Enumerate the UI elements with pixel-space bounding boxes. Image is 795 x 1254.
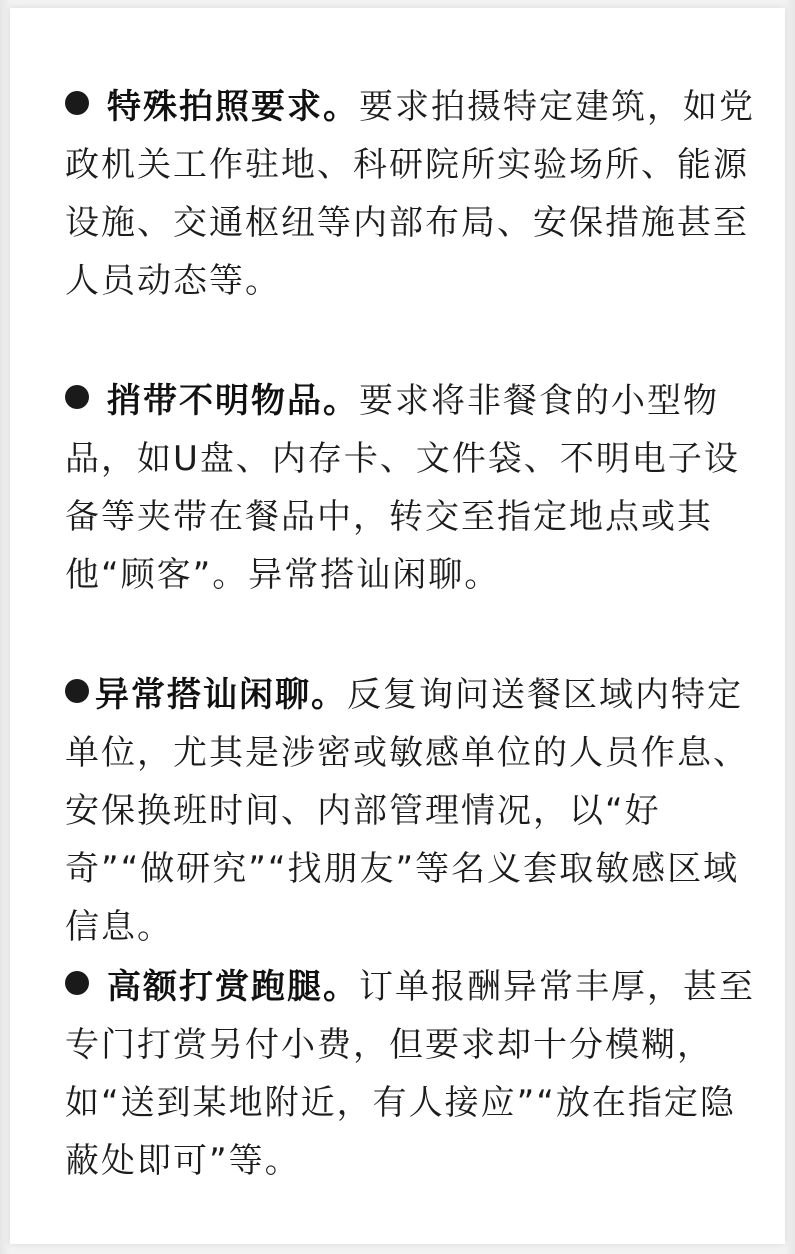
content-card bbox=[10, 8, 785, 1244]
item-body: 反复询问送餐区域内特定单位，尤其是涉密或敏感单位的人员作息、安保换班时间、内部管理情况，以“好奇”“做研究”“找朋友”等名义套取敏感区域信息。 bbox=[65, 675, 749, 947]
item-heading: 捎带不明物品。 bbox=[107, 381, 359, 421]
item-body: 要求拍摄特定建筑，如党政机关工作驻地、科研院所实验场所、能源设施、交通枢纽等内部布局、安保措施甚至人员动态等。 bbox=[65, 87, 755, 301]
item-heading: 高额打赏跑腿。 bbox=[107, 967, 359, 1007]
item-heading: 异常搭讪闲聊。 bbox=[95, 675, 347, 715]
item-heading: 特殊拍照要求。 bbox=[107, 87, 359, 127]
list-item bbox=[65, 666, 755, 956]
bullet-icon bbox=[65, 679, 89, 703]
list-item bbox=[65, 78, 755, 310]
bullet-icon bbox=[65, 91, 89, 115]
item-body: 要求将非餐食的小型物品，如U盘、内存卡、文件袋、不明电子设备等夹带在餐品中，转交至指定地点或其他“顾客”。异常搭讪闲聊。 bbox=[65, 381, 740, 595]
list-item bbox=[65, 372, 755, 604]
bullet-icon bbox=[65, 971, 89, 995]
bullet-icon bbox=[65, 385, 89, 409]
item-body: 订单报酬异常丰厚，甚至专门打赏另付小费，但要求却十分模糊，如“送到某地附近，有人接应”“放在指定隐蔽处即可”等。 bbox=[65, 967, 755, 1181]
list-item bbox=[65, 958, 755, 1190]
